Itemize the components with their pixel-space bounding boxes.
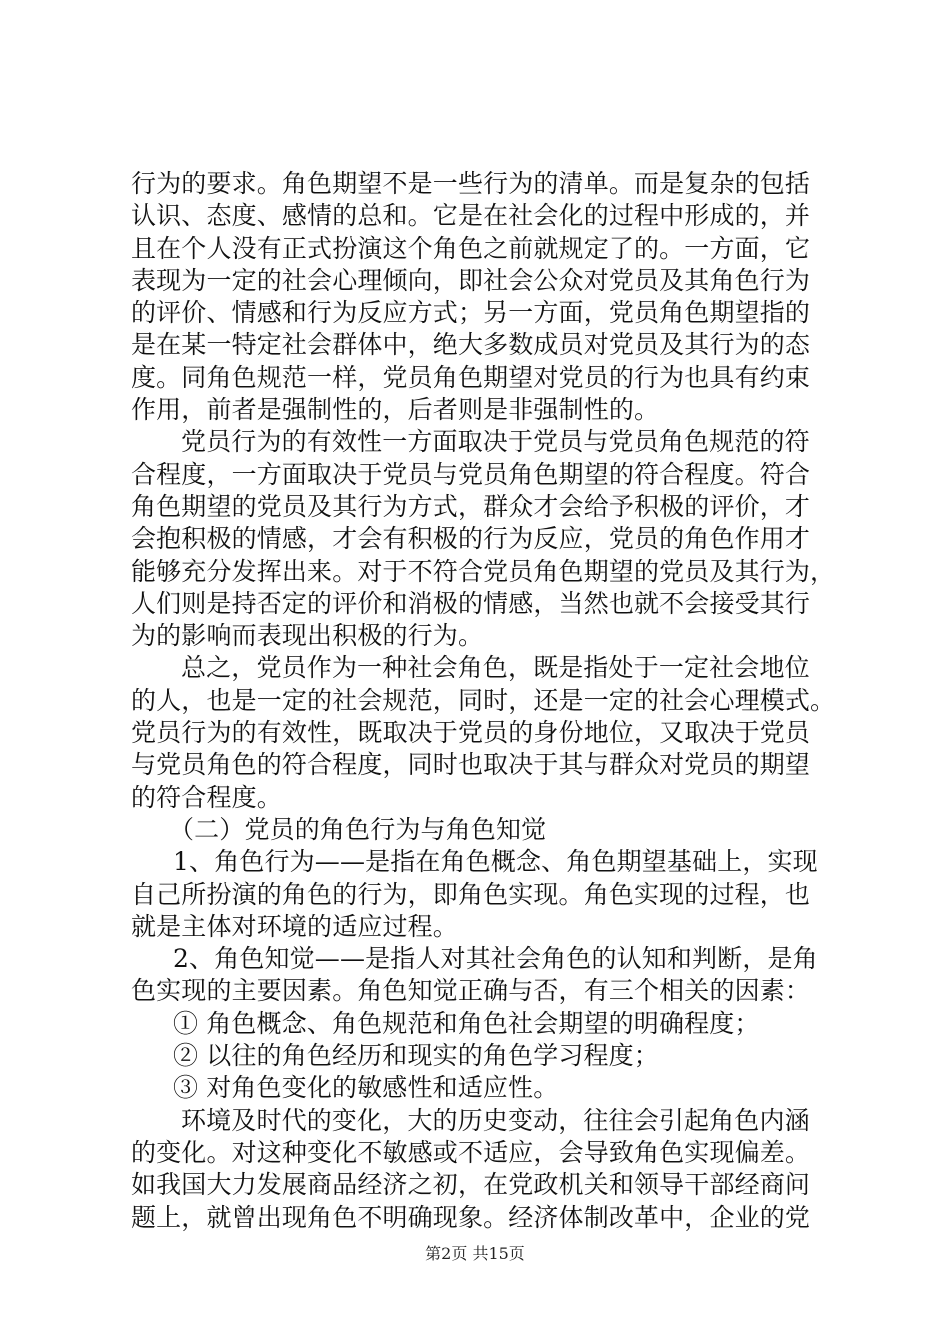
paragraph-start-line: 1、角色行为——是指在角色概念、角色期望基础上，实现 [173,847,818,877]
text-line: 与党员角色的符合程度，同时也取决于其与群众对党员的期望 [131,750,811,780]
document-body [131,168,836,1234]
text-line: 能够充分发挥出来。对于不符合党员角色期望的党员及其行为， [131,556,836,586]
text-line: 且在个人没有正式扮演这个角色之前就规定了的。一方面，它 [131,233,811,263]
text-line: 题上，就曾出现角色不明确现象。经济体制改革中，企业的党 [131,1202,811,1232]
text-line: 人们则是持否定的评价和消极的情感，当然也就不会接受其行 [131,588,811,618]
text-line: 认识、态度、感情的总和。它是在社会化的过程中形成的，并 [131,201,811,231]
paragraph-start-line: 党员行为的有效性一方面取决于党员与党员角色规范的符 [181,427,810,457]
text-line: 的符合程度。 [131,782,282,812]
text-line: 度。同角色规范一样，党员角色期望对党员的行为也具有约束 [131,362,811,392]
text-line: 就是主体对环境的适应过程。 [131,911,458,941]
text-line: 的评价、情感和行为反应方式；另一方面，党员角色期望指的 [131,298,811,328]
text-line: 作用，前者是强制性的，后者则是非强制性的。 [131,395,660,425]
text-line: 党员行为的有效性，既取决于党员的身份地位，又取决于党员 [131,718,811,748]
text-line: 的变化。对这种变化不敏感或不适应，会导致角色实现偏差。 [131,1137,811,1167]
text-line: 表现为一定的社会心理倾向，即社会公众对党员及其角色行为 [131,265,811,295]
text-line: 为的影响而表现出积极的行为。 [131,621,484,651]
text-line: 如我国大力发展商品经济之初，在党政机关和领导干部经商问 [131,1170,811,1200]
text-line: 合程度，一方面取决于党员与党员角色期望的符合程度。符合 [131,459,811,489]
text-line: 自己所扮演的角色的行为，即角色实现。角色实现的过程，也 [131,879,811,909]
list-item: ① 角色概念、角色规范和角色社会期望的明确程度； [173,1008,760,1038]
text-line: 角色期望的党员及其行为方式，群众才会给予积极的评价，才 [131,491,811,521]
text-line: 色实现的主要因素。角色知觉正确与否，有三个相关的因素： [131,976,811,1006]
paragraph-start-line: 2、角色知觉——是指人对其社会角色的认知和判断，是角 [173,944,818,974]
text-line: 行为的要求。角色期望不是一些行为的清单。而是复杂的包括 [131,169,811,198]
text-line: 会抱积极的情感，才会有积极的行为反应，党员的角色作用才 [131,524,811,554]
list-item: ③ 对角色变化的敏感性和适应性。 [173,1073,559,1103]
list-item: ② 以往的角色经历和现实的角色学习程度； [173,1041,659,1071]
paragraph-start-line: 环境及时代的变化，大的历史变动，往往会引起角色内涵 [181,1105,810,1135]
page-number-footer: 第2页 共15页 [425,1244,525,1263]
text-line: 是在某一特定社会群体中，绝大多数成员对党员及其行为的态 [131,330,811,360]
section-heading: （二）党员的角色行为与角色知觉 [169,814,547,844]
paragraph-start-line: 总之，党员作为一种社会角色，既是指处于一定社会地位 [181,653,810,683]
text-line: 的人，也是一定的社会规范，同时，还是一定的社会心理模式。 [131,685,836,715]
